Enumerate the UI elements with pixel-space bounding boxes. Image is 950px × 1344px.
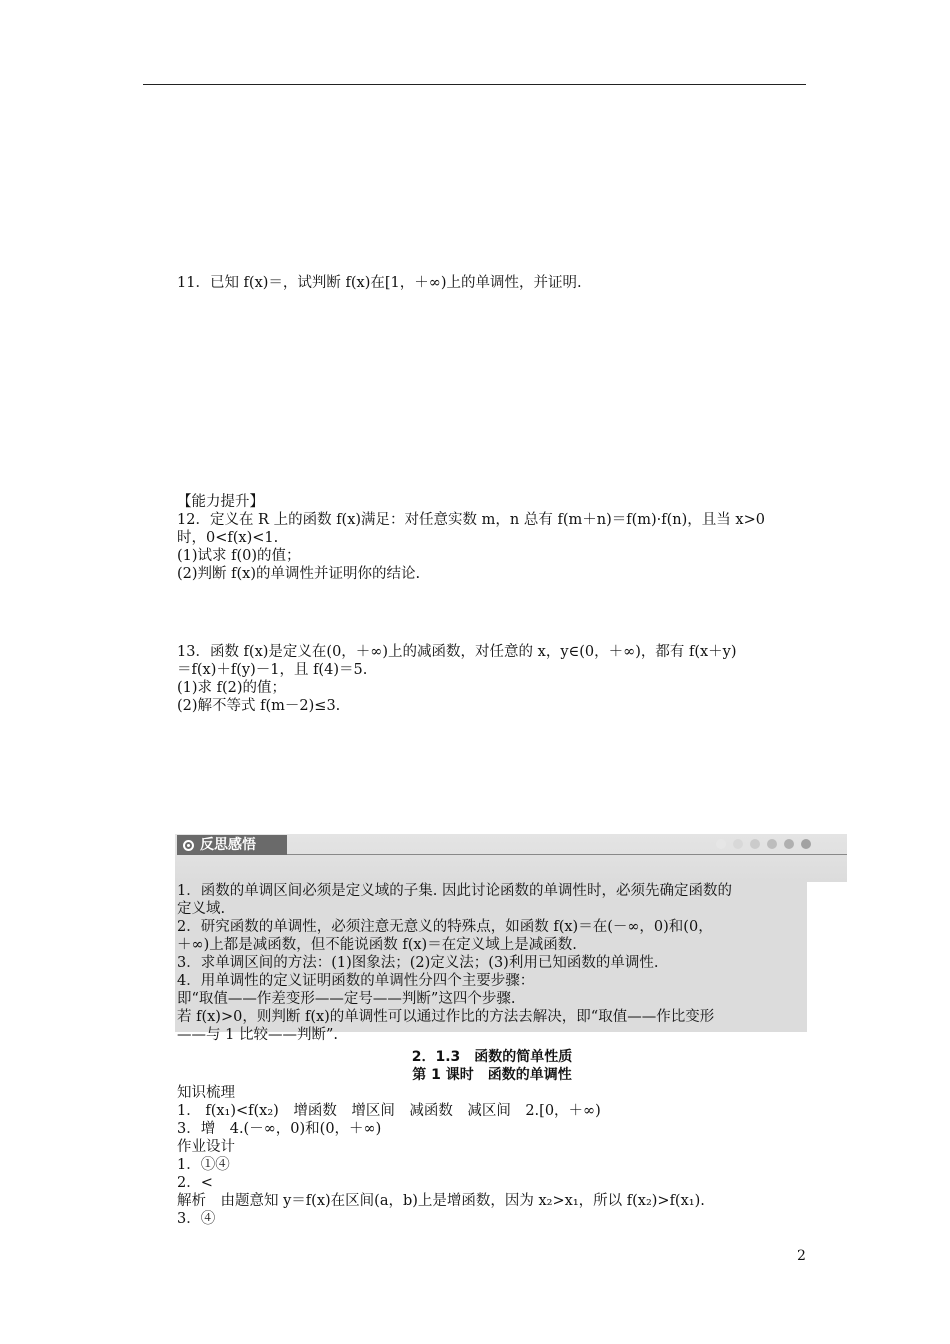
- reflection-tab-label: 反思感悟: [200, 837, 256, 853]
- reflection-tab: [177, 835, 287, 855]
- answers-section-title: 2．1.3 函数的简单性质: [411, 1049, 573, 1065]
- circle-target-icon: [183, 840, 194, 851]
- question-12-line: (2)判断 f(x)的单调性并证明你的结论.: [177, 566, 421, 582]
- question-12-line: (1)试求 f(0)的值；: [177, 548, 301, 564]
- answer-line: 知识梳理: [177, 1085, 235, 1101]
- reflection-line: 即“取值——作差变形——定号——判断”这四个步骤.: [177, 991, 516, 1007]
- decorative-dots: [716, 839, 811, 849]
- reflection-line: 1．函数的单调区间必须是定义域的子集. 因此讨论函数的单调性时，必须先确定函数的: [177, 883, 732, 899]
- reflection-header-rule: [287, 854, 847, 855]
- question-11: [177, 274, 807, 292]
- answer-line: 3．增 4.(－∞，0)和(0，＋∞): [177, 1121, 382, 1137]
- reflection-line: ＋∞)上都是减函数，但不能说函数 f(x)＝在定义域上是减函数.: [177, 937, 577, 953]
- answer-line: 作业设计: [177, 1139, 235, 1155]
- decorative-dot: [767, 839, 777, 849]
- page-number: 2: [797, 1248, 806, 1264]
- ability-heading: 【能力提升】: [177, 494, 264, 510]
- question-12-line: 12．定义在 R 上的函数 f(x)满足：对任意实数 m，n 总有 f(m＋n)＝f(m)·f(n)，且当 x>0: [177, 512, 765, 528]
- decorative-dot: [750, 839, 760, 849]
- answers-block: [177, 1084, 807, 1228]
- question-13-line: (1)求 f(2)的值；: [177, 680, 287, 696]
- answer-line: 2．<: [177, 1175, 213, 1191]
- decorative-dot: [784, 839, 794, 849]
- answer-line: 1．①④: [177, 1157, 230, 1173]
- question-12-line: 时，0<f(x)<1.: [177, 530, 279, 546]
- header-rule: [143, 84, 806, 85]
- answer-line: 解析 由题意知 y＝f(x)在区间(a，b)上是增函数，因为 x₂>x₁，所以 f(x₂)>f(x₁).: [177, 1193, 705, 1209]
- answer-line: 3．④: [177, 1211, 216, 1227]
- reflection-line: 4．用单调性的定义证明函数的单调性分四个主要步骤：: [177, 973, 535, 989]
- reflection-text: [177, 882, 807, 1044]
- question-11-text: 11．已知 f(x)＝，试判断 f(x)在[1，＋∞)上的单调性，并证明.: [177, 275, 582, 291]
- ability-section: [177, 493, 807, 583]
- answer-line: 1． f(x₁)<f(x₂) 增函数 增区间 减函数 减区间 2.[0，＋∞): [177, 1103, 601, 1119]
- reflection-line: 3．求单调区间的方法：(1)图象法；(2)定义法；(3)利用已知函数的单调性.: [177, 955, 659, 971]
- reflection-line: 若 f(x)>0，则判断 f(x)的单调性可以通过作比的方法去解决，即“取值——作比变形: [177, 1009, 715, 1025]
- reflection-line: 定义域.: [177, 901, 226, 917]
- question-13-line: (2)解不等式 f(m－2)≤3.: [177, 698, 341, 714]
- question-13: [177, 643, 807, 715]
- decorative-dot: [801, 839, 811, 849]
- decorative-dot: [733, 839, 743, 849]
- question-13-line: ＝f(x)＋f(y)－1，且 f(4)＝5.: [177, 662, 368, 678]
- question-13-line: 13．函数 f(x)是定义在(0，＋∞)上的减函数，对任意的 x，y∈(0，＋∞)，都有 f(x＋y): [177, 644, 737, 660]
- decorative-dot: [716, 839, 726, 849]
- answers-lesson-title: 第 1 课时 函数的单调性: [412, 1067, 572, 1083]
- reflection-line: ——与 1 比较——判断”.: [177, 1027, 338, 1043]
- reflection-line: 2．研究函数的单调性，必须注意无意义的特殊点，如函数 f(x)＝在(－∞，0)和(0，: [177, 919, 713, 935]
